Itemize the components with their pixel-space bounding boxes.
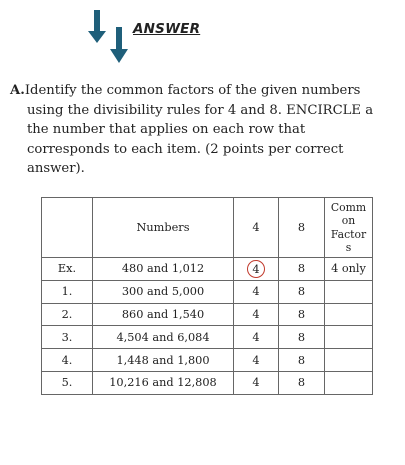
table-row [42, 326, 373, 349]
header-common-line: Comm [330, 200, 367, 214]
row-four-cell[interactable] [234, 258, 279, 281]
row-item-cell: 5. [42, 371, 93, 394]
row-common-cell [325, 326, 373, 349]
row-item-cell: 2. [42, 303, 93, 326]
header-eight: 8 [279, 198, 325, 258]
instructions-line-3: the number that applies on each row that [27, 122, 306, 138]
instructions-paragraph [10, 81, 402, 179]
header-common-line: s [345, 241, 352, 254]
row-numbers-cell: 300 and 5,000 [93, 280, 234, 303]
down-arrow-right-icon [110, 27, 128, 63]
header-item [42, 198, 93, 258]
row-common-cell: 4 only [325, 258, 373, 281]
header-common-line: Factor [330, 227, 367, 241]
instructions-text-1: Identify the common factors of the given numbers [24, 83, 361, 98]
row-four-cell[interactable]: 4 [234, 371, 279, 394]
row-numbers-cell: 10,216 and 12,808 [93, 371, 234, 394]
table-row [42, 303, 373, 326]
instructions-line-1 [10, 81, 402, 101]
row-common-cell [325, 371, 373, 394]
row-four-cell[interactable]: 4 [234, 303, 279, 326]
answer-heading: ANSWER [133, 21, 201, 37]
row-numbers-cell: 4,504 and 6,084 [93, 326, 234, 349]
row-item-cell: Ex. [42, 258, 93, 281]
row-common-cell [325, 303, 373, 326]
header-four: 4 [234, 198, 279, 258]
common-factors-table [41, 197, 373, 395]
instructions-line-2: using the divisibility rules for 4 and 8. ENCIRCLE a [27, 102, 374, 118]
double-down-arrow-icon [86, 10, 130, 64]
table-header-row [42, 198, 373, 258]
row-eight-cell[interactable]: 8 [279, 303, 325, 326]
row-four-cell[interactable]: 4 [234, 326, 279, 349]
row-eight-cell[interactable]: 8 [279, 258, 325, 281]
table-row [42, 371, 373, 394]
header-numbers: Numbers [93, 198, 234, 258]
row-eight-cell[interactable]: 8 [279, 371, 325, 394]
row-numbers-cell: 860 and 1,540 [93, 303, 234, 326]
row-four-cell[interactable]: 4 [234, 349, 279, 372]
instructions-line-5: answer). [27, 161, 85, 177]
instructions-label: A. [10, 83, 25, 98]
row-item-cell: 4. [42, 349, 93, 372]
row-eight-cell[interactable]: 8 [279, 280, 325, 303]
row-eight-cell[interactable]: 8 [279, 326, 325, 349]
instructions-line-4: corresponds to each item. (2 points per correct [27, 141, 344, 157]
circle-mark-icon: 4 [247, 260, 265, 278]
row-common-cell [325, 349, 373, 372]
header-common-factors [325, 198, 373, 258]
row-common-cell [325, 280, 373, 303]
header-common-line: on [341, 214, 356, 227]
table-row [42, 258, 373, 281]
row-four-cell[interactable]: 4 [234, 280, 279, 303]
row-numbers-cell: 480 and 1,012 [93, 258, 234, 281]
row-item-cell: 1. [42, 280, 93, 303]
down-arrow-left-icon [88, 10, 106, 43]
table-body [42, 258, 373, 395]
row-numbers-cell: 1,448 and 1,800 [93, 349, 234, 372]
row-eight-cell[interactable]: 8 [279, 349, 325, 372]
table-row [42, 349, 373, 372]
row-item-cell: 3. [42, 326, 93, 349]
table-row [42, 280, 373, 303]
